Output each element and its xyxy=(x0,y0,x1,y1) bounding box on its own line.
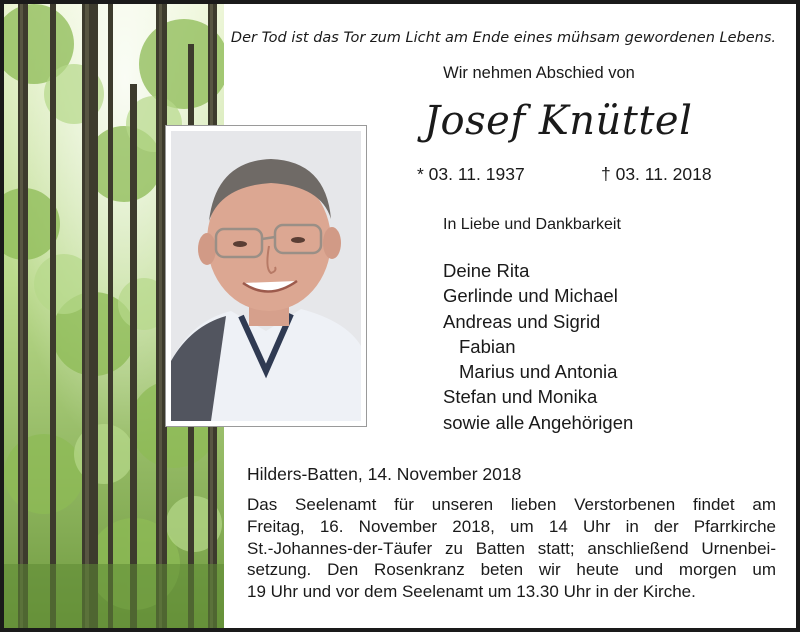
notice-line: St.-Johannes-der-Täufer zu Batten statt; anschließend Urnenbei- xyxy=(247,538,776,558)
farewell-intro: Wir nehmen Abschied von xyxy=(443,64,635,82)
mourner-item: Stefan und Monika xyxy=(443,386,598,408)
dedication-line: In Liebe und Dankbarkeit xyxy=(443,216,621,233)
motto-quote: Der Tod ist das Tor zum Licht am Ende eines mühsam gewordenen Lebens. xyxy=(230,30,776,46)
mourner-item: Fabian xyxy=(459,335,516,357)
mourners-list xyxy=(443,258,633,435)
death-date: † 03. 11. 2018 xyxy=(601,164,712,184)
mourner-item: Andreas und Sigrid xyxy=(443,310,601,332)
place-and-date: Hilders-Batten, 14. November 2018 xyxy=(247,464,522,484)
birth-date: * 03. 11. 1937 xyxy=(417,164,525,184)
deceased-name: Josef Knüttel xyxy=(424,98,693,144)
mourner-item: Deine Rita xyxy=(443,260,530,281)
mourner-item: sowie alle Angehörigen xyxy=(443,411,634,433)
mourner-item: Gerlinde und Michael xyxy=(443,285,618,307)
mourner-item: Marius und Antonia xyxy=(459,361,618,383)
notice-line: setzung. Den Rosenkranz beten wir heute und morgen um xyxy=(247,560,776,580)
notice-line: Freitag, 16. November 2018, um 14 Uhr in der Pfarrkirche xyxy=(247,516,776,536)
service-notice xyxy=(247,494,776,603)
notice-line: Das Seelenamt für unseren lieben Verstorbenen findet am xyxy=(247,495,776,514)
portrait-photo xyxy=(165,125,367,427)
notice-line: 19 Uhr und vor dem Seelenamt um 13.30 Uhr in der Kirche. xyxy=(247,582,696,602)
